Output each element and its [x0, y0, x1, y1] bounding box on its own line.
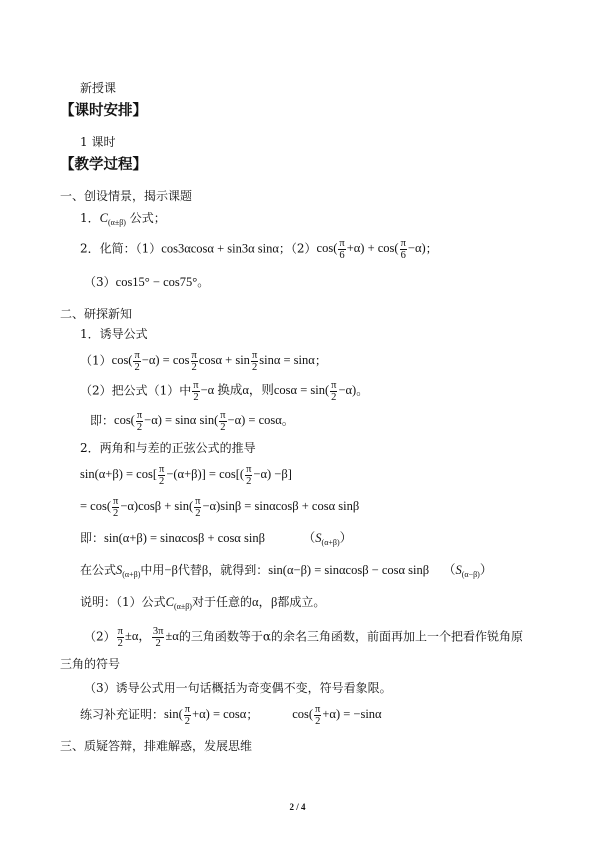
derivation-2: = cos( $\frac{\pi}{2}$ −α)cosβ + sin( $\frac{\pi}{2}$ −α)sinβ = sinαcosβ + cosα sinβ	[80, 496, 360, 519]
section-2-title: 二、研探新知	[60, 307, 133, 321]
item-text: 公式；	[129, 211, 166, 225]
s1-item-2: 2．化简：（1）cos3αcosα + sin3α sinα；（2）cos( $\frac{\pi}{6}$ +α) + cos( $\frac{\pi}{6}$ −α)；	[80, 238, 438, 261]
expr-3: cos15° − cos75°	[115, 275, 198, 289]
derivation-3: 即：sin(α+β) = sinαcosβ + cosα sinβ $(S_{(\alpha+\beta)})$	[80, 531, 353, 547]
s2-sub-1: 1．诱导公式	[80, 327, 148, 341]
formula-3: 即：cos( $\frac{\pi}{2}$ −α) = sinα sin( $\frac{\pi}{2}$ −α) = cosα。	[90, 410, 294, 433]
item-number: 1．	[80, 211, 100, 225]
lesson-type: 新授课	[80, 81, 117, 95]
heading-schedule: 【课时安排】	[60, 103, 147, 119]
explanation-3: （3）诱导公式用一句话概括为奇变偶不变，符号看象限。	[84, 681, 392, 695]
exercise-line: 练习补充证明：sin( $\frac{\pi}{2}$ +α) = cosα； cos( $\frac{\pi}{2}$ +α) = −sinα	[80, 704, 382, 727]
formula-2: （2）把公式（1）中 $\frac{\pi}{2}$ −α 换成α，则cosα = sin( $\frac{\pi}{2}$ −α)。	[80, 380, 369, 403]
formula-1: （1）cos( $\frac{\pi}{2}$ −α) = cos $\frac{\pi}{2}$ cosα + sin $\frac{\pi}{2}$ sinα = sinα；	[80, 350, 327, 373]
derivation-4: 在公式$S_{(\alpha+\beta)}$中用−β代替β，就得到：sin(α−β) = sinαcosβ − cosα sinβ $(S_{(\alpha-\beta)})$	[80, 563, 493, 579]
formula-c: $C_{(\alpha\pm\beta)}$	[99, 211, 126, 227]
s2-sub-2: 2．两角和与差的正弦公式的推导	[80, 441, 256, 455]
s1-item-3: （3）cos15° − cos75°。	[84, 275, 210, 289]
class-hours: 1 课时	[80, 135, 116, 149]
heading-process: 【教学过程】	[60, 157, 147, 173]
explanation-2: （2） $\frac{\pi}{2}$ ±α， $\frac{3\pi}{2}$ ±α的三角函数等于α的余名三角函数，前面再加上一个把看作锐角原	[84, 626, 523, 649]
section-3-title: 三、质疑答辩，排难解惑，发展思维	[60, 739, 253, 753]
page-number: 2 / 4	[289, 802, 306, 812]
explanation-1: 说明：（1）公式$C_{(\alpha\pm\beta)}$对于任意的α，β都成立。	[80, 595, 326, 611]
section-1-title: 一、创设情景，揭示课题	[60, 189, 193, 203]
separator: ；（2）	[278, 241, 317, 256]
expr-1: cos3αcosα + sin3α sinα	[161, 241, 279, 256]
derivation-1: sin(α+β) = cos[ $\frac{\pi}{2}$ −(α+β)] = cos[( $\frac{\pi}{2}$ −α) −β]	[80, 464, 292, 487]
s1-item-1	[80, 210, 166, 231]
item-prefix: 2．化简：（1）	[80, 241, 162, 256]
explanation-2-cont: 三角的符号	[60, 657, 121, 671]
expr-2: cos( $\frac{\pi}{6}$ +α) + cos( $\frac{\pi}{6}$ −α)	[316, 238, 426, 261]
